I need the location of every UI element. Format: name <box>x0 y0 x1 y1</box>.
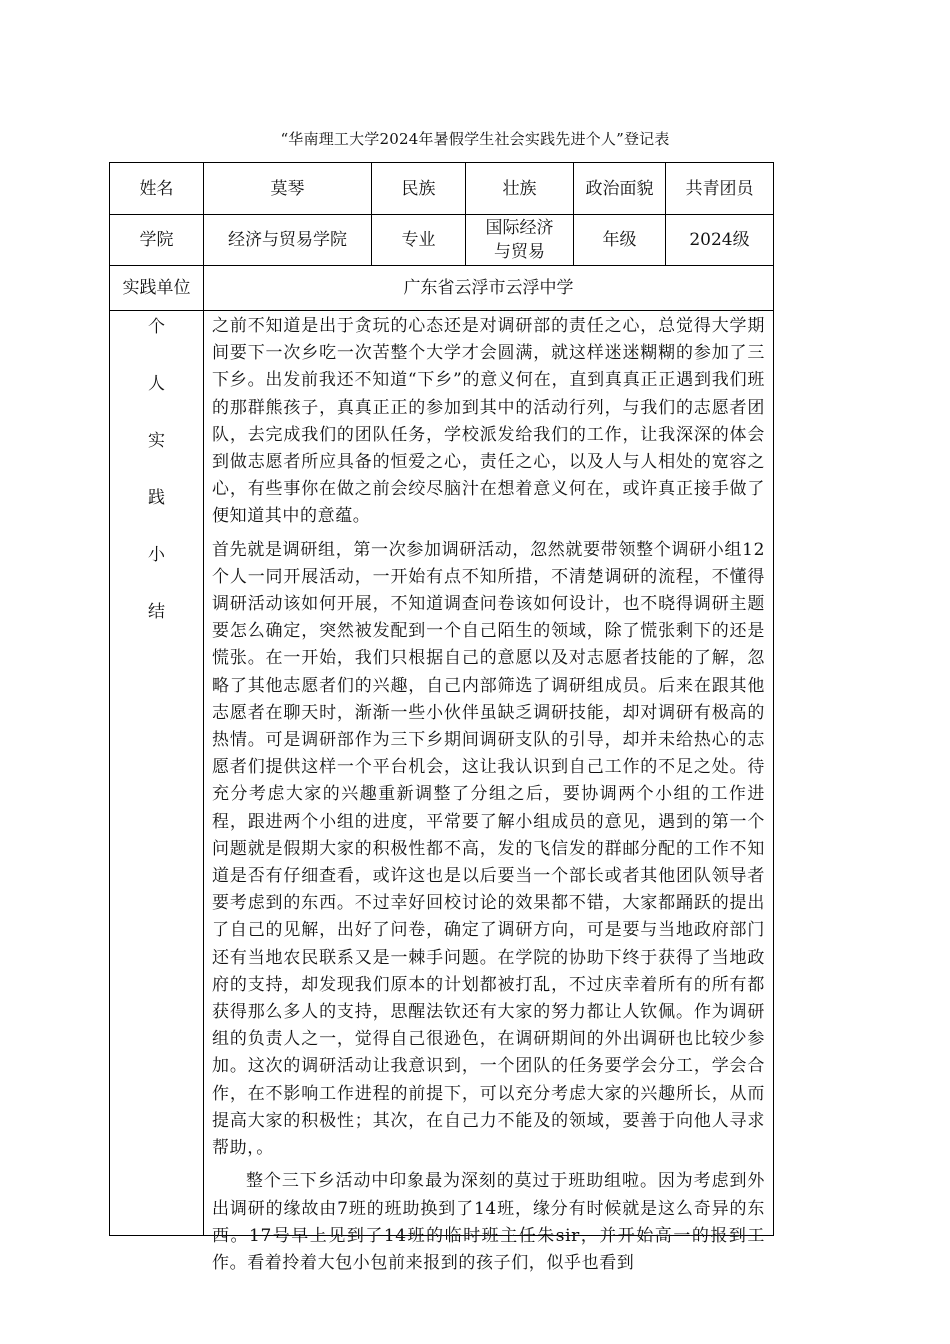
summary-label-char: 个 <box>148 317 165 337</box>
major-value: 国际经济与贸易 <box>466 215 574 266</box>
summary-content <box>204 311 774 1273</box>
grade-label: 年级 <box>574 215 666 266</box>
college-label: 学院 <box>110 215 204 266</box>
form-row-summary <box>110 311 774 1236</box>
summary-paragraph: 整个三下乡活动中印象最为深刻的莫过于班助组啦。因为考虑到外出调研的缘故由7班的班助换到了14班，缘分有时候就是这么奇异的东西。17号早上见到了14班的临时班主任朱sir，并开始高一的报到工作。看着拎着大包小包前来报到的孩子们，似乎也看到 <box>212 1171 765 1273</box>
summary-label-char: 人 <box>148 374 165 394</box>
summary-paragraph: 首先就是调研组，第一次参加调研活动，忽然就要带领整个调研小组12个人一同开展活动，一开始有点不知所措，不清楚调研的流程，不懂得调研活动该如何开展，不知道调查问卷该如何设计，也不晓得调研主题要怎么确定，突然被发配到一个自己陌生的领域，除了慌张剩下的还是慌张。在一开始，我们只根据自己的意愿以及对志愿者技能的了解，忽略了其他志愿者们的兴趣，自己内部筛选了调研组成员。后来在跟其他志愿者在聊天时，渐渐一些小伙伴虽缺乏调研技能，却对调研有极高的热情。可是调研部作为三下乡期间调研支队的引导，却并未给热心的志愿者们提供这样一个平台机会，这让我认识到自己工作的不足之处。待充分考虑大家的兴趣重新调整了分组之后，要协调两个小组的工作进程，跟进两个小组的进度，平常要了解小组成员的意见，遇到的第一个问题就是假期大家的积极性都不高，发的飞信发的群邮分配的工作不知道是否有仔细查看，或许这也是以后要当一个部长或者其他团队领导者要考虑到的东西。不过幸好回校讨论的效果都不错，大家都踊跃的提出了自己的见解，出好了问卷，确定了调研方向，可是要与当地政府部门还有当地农民联系又是一棘手问题。在学院的协助下终于获得了当地政府的支持，却发现我们原本的计划都被打乱，不过庆幸着所有的所有都获得那么多人的支持，思醒法钦还有大家的努力都让人钦佩。作为调研组的负责人之一，觉得自己很逊色，在调研期间的外出调研也比较少参加。这次的调研活动让我意识到，一个团队的任务要学会分工，学会合作，在不影响工作进程的前提下，可以充分考虑大家的兴趣所长，从而提高大家的积极性；其次，在自己力不能及的领域，要善于向他人寻求帮助，。 <box>212 539 765 1159</box>
name-value: 莫琴 <box>204 163 372 215</box>
summary-label-char: 结 <box>148 602 165 622</box>
registration-form-table <box>109 162 774 1273</box>
form-row-basic-info <box>110 163 774 215</box>
summary-text-area <box>212 313 765 1273</box>
practice-unit-value: 广东省云浮市云浮中学 <box>204 266 774 311</box>
ethnicity-label: 民族 <box>372 163 466 215</box>
political-status-value: 共青团员 <box>666 163 774 215</box>
name-label: 姓名 <box>110 163 204 215</box>
summary-label-char: 践 <box>148 488 165 508</box>
college-value: 经济与贸易学院 <box>204 215 372 266</box>
form-row-academic-info <box>110 215 774 266</box>
political-status-label: 政治面貌 <box>574 163 666 215</box>
form-title: “华南理工大学2024年暑假学生社会实践先进个人”登记表 <box>280 130 670 148</box>
summary-label-char: 实 <box>148 431 165 451</box>
practice-unit-label: 实践单位 <box>110 266 204 311</box>
summary-label-char: 小 <box>148 545 165 565</box>
form-row-practice-unit <box>110 266 774 311</box>
summary-paragraph: 之前不知道是出于贪玩的心态还是对调研部的责任之心，总觉得大学期间要下一次乡吃一次苦整个大学才会圆满，就这样迷迷糊糊的参加了三下乡。出发前我还不知道“下乡”的意义何在，直到真真正正遇到我们班的那群熊孩子，真真正正的参加到其中的活动行列，与我们的志愿者团队，去完成我们的团队任务，学校派发给我们的工作，让我深深的体会到做志愿者所应具备的恒爱之心，责任之心，以及人与人相处的宽容之心，有些事你在做之前会绞尽脑汁在想着意义何在，或许真正接手做了便知道其中的意蕴。 <box>212 316 765 527</box>
ethnicity-value: 壮族 <box>466 163 574 215</box>
summary-label <box>110 311 204 1236</box>
grade-value: 2024级 <box>666 215 774 266</box>
major-label: 专业 <box>372 215 466 266</box>
